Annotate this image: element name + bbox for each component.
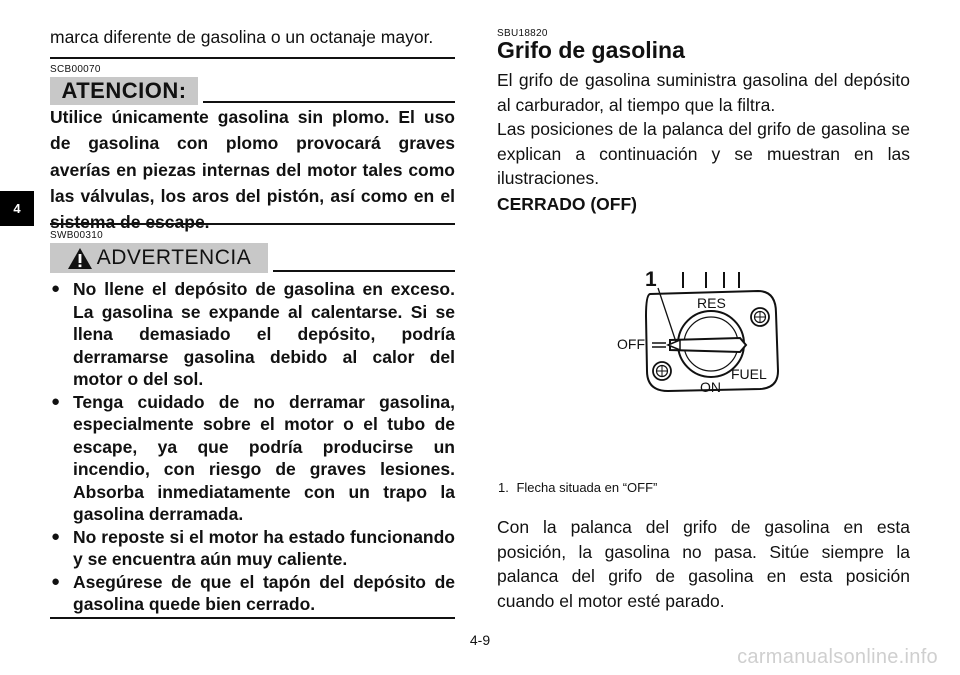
subheading: CERRADO (OFF) [497,194,637,214]
divider [50,57,455,59]
divider [50,617,455,619]
callout-number: 1 [645,268,657,291]
caption-number: 1. [498,480,509,495]
warning-rule [273,270,455,272]
section-code: SBU18820 [497,28,548,39]
caution-rule [203,101,455,103]
fuel-lever [670,338,746,352]
list-item: ● No reposte si el motor ha estado funcionando y se encuentra aún muy caliente. [51,526,455,569]
caution-text: Utilice únicamente gasolina sin plomo. El uso de gasolina con plomo provocará graves averías en piezas internas del motor tales como las válvulas, los aros del pistón, así como en el [50,107,455,206]
off-label: OFF [617,336,645,352]
bullet-icon: ● [51,392,61,410]
paragraph: Con la palanca del grifo de gasolina en esta posición, la gasolina no pasa. Sitúe siempre la palanca del grifo de gasolina en esta posición cuando el motor esté parado. [497,517,910,611]
caution-label: ATENCION: [50,77,198,105]
caption-text: Flecha situada en “OFF” [516,480,658,495]
divider [50,223,455,225]
bullet-icon: ● [51,572,61,590]
intro-text: marca diferente de gasolina o un octanaje mayor. [50,27,434,47]
figure-caption [498,480,657,495]
warning-list [50,278,455,616]
list-item: ● Asegúrese de que el tapón del depósito de gasolina quede bien cerrado. [51,571,455,614]
fuel-cock-illustration [600,258,790,404]
caution-code: SCB00070 [50,64,101,75]
section-title: Grifo de gasolina [497,37,685,63]
bullet-icon: ● [51,527,61,545]
paragraph: El grifo de gasolina suministra gasolina del depósito al carburador, al tiempo que la filtra. [497,70,910,115]
warning-label-box [50,243,268,273]
on-label: ON [700,379,721,395]
warning-code: SWB00310 [50,230,103,241]
res-label: RES [697,295,726,311]
watermark: carmanualsonline.info [737,646,938,668]
warning-triangle-icon [67,247,93,270]
fuel-label: FUEL [731,366,767,382]
chapter-tab: 4 [0,191,34,226]
page-number: 4-9 [469,632,491,648]
warning-label: ADVERTENCIA [96,246,252,269]
list-item: ● No llene el depósito de gasolina en exceso. La gasolina se expande al calentarse. Si se llena demasiado el depósito, podría derramarse gasolina debido al calor del motor o del sol. [51,279,455,389]
bullet-icon: ● [51,280,61,297]
list-item: ● Tenga cuidado de no derramar gasolina, especialmente sobre el motor o el tubo de escape, ya que podría producirse un incendio, con riesgo de graves lesiones. Absorba inmediatamente con un trapo la gasolina derramada. [51,391,455,524]
paragraph: Las posiciones de la palanca del grifo de gasolina se explican a continuación y se muestran en las ilustraciones. [497,119,910,188]
